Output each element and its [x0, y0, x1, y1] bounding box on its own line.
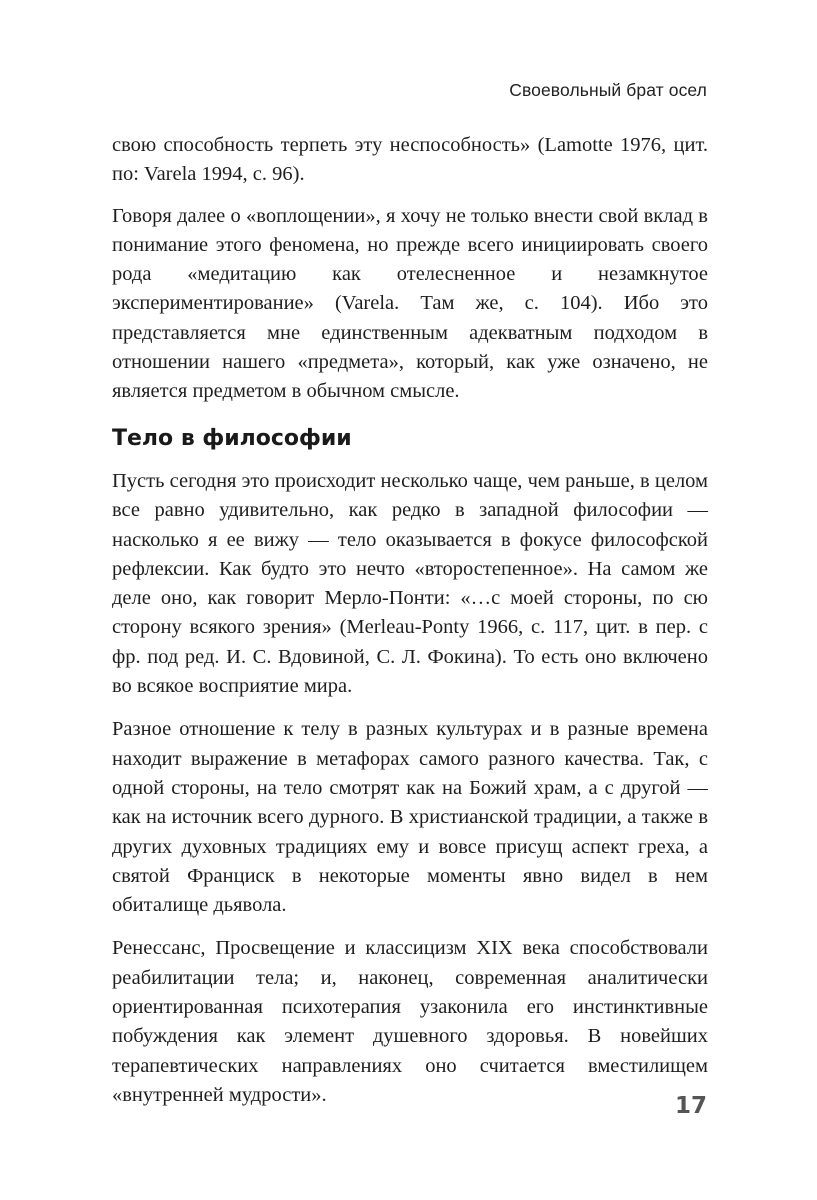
- running-head-title: Своевольный брат осел: [509, 80, 707, 100]
- paragraph-body-in-philosophy: Пусть сегодня это происходит несколько чаще, чем раньше, в целом все равно удивительно, как редко в западной философии — насколько я ее вижу — тело оказывается в фокусе философской рефлексии. Как будто это нечто «второстепенное». На самом же деле оно, как говорит Мерло-Понти: «…с моей стороны, по сю сторону всякого зрения» (Merleau-Ponty 1966, с. 117, цит. в пер. с фр. под ред. И. С. Вдовиной, С. Л. Фокина). То есть оно включено во всякое восприятие мира.: [112, 470, 708, 698]
- paragraph-cultural-attitudes: Разное отношение к телу в разных культурах и в разные времена находит выражение в метафорах самого разного качества. Так, с одной стороны, на тело смотрят как на Божий храм, а с другой — как на источник всего дурного. В христианской традиции, а также в других духовных традициях ему и вовсе присущ аспект греха, а святой Франциск в некоторые моменты явно видел в нем обиталище дьявола.: [112, 718, 708, 917]
- text-block-section: [112, 467, 708, 1110]
- section-heading: Тело в философии: [112, 426, 352, 451]
- page-number: 17: [674, 1093, 707, 1119]
- text-block-top: [112, 131, 708, 407]
- paragraph-embodiment: Говоря далее о «воплощении», я хочу не только внести свой вклад в понимание этого феномена, но прежде всего инициировать своего рода «медитацию как отелесненное и незамкнутое экспериментирование» (Varela. Там же, с. 104). Ибо это представляется мне единственным адекватным подходом в отношении нашего «предмета», который, как уже означено, не является предметом в обычном смысле.: [112, 204, 708, 403]
- paragraph-continuation: свою способность терпеть эту неспособность» (Lamotte 1976, цит. по: Varela 1994, с. 96).: [112, 134, 708, 186]
- paragraph-rehabilitation: Ренессанс, Просвещение и классицизм XIX века способствовали реабилитации тела; и, наконец, современная аналитически ориентированная психотерапия узаконила его инстинктивные побуждения как элемент душевного здоровья. В новейших терапевтических направлениях оно считается вместилищем «внутренней мудрости».: [112, 937, 708, 1106]
